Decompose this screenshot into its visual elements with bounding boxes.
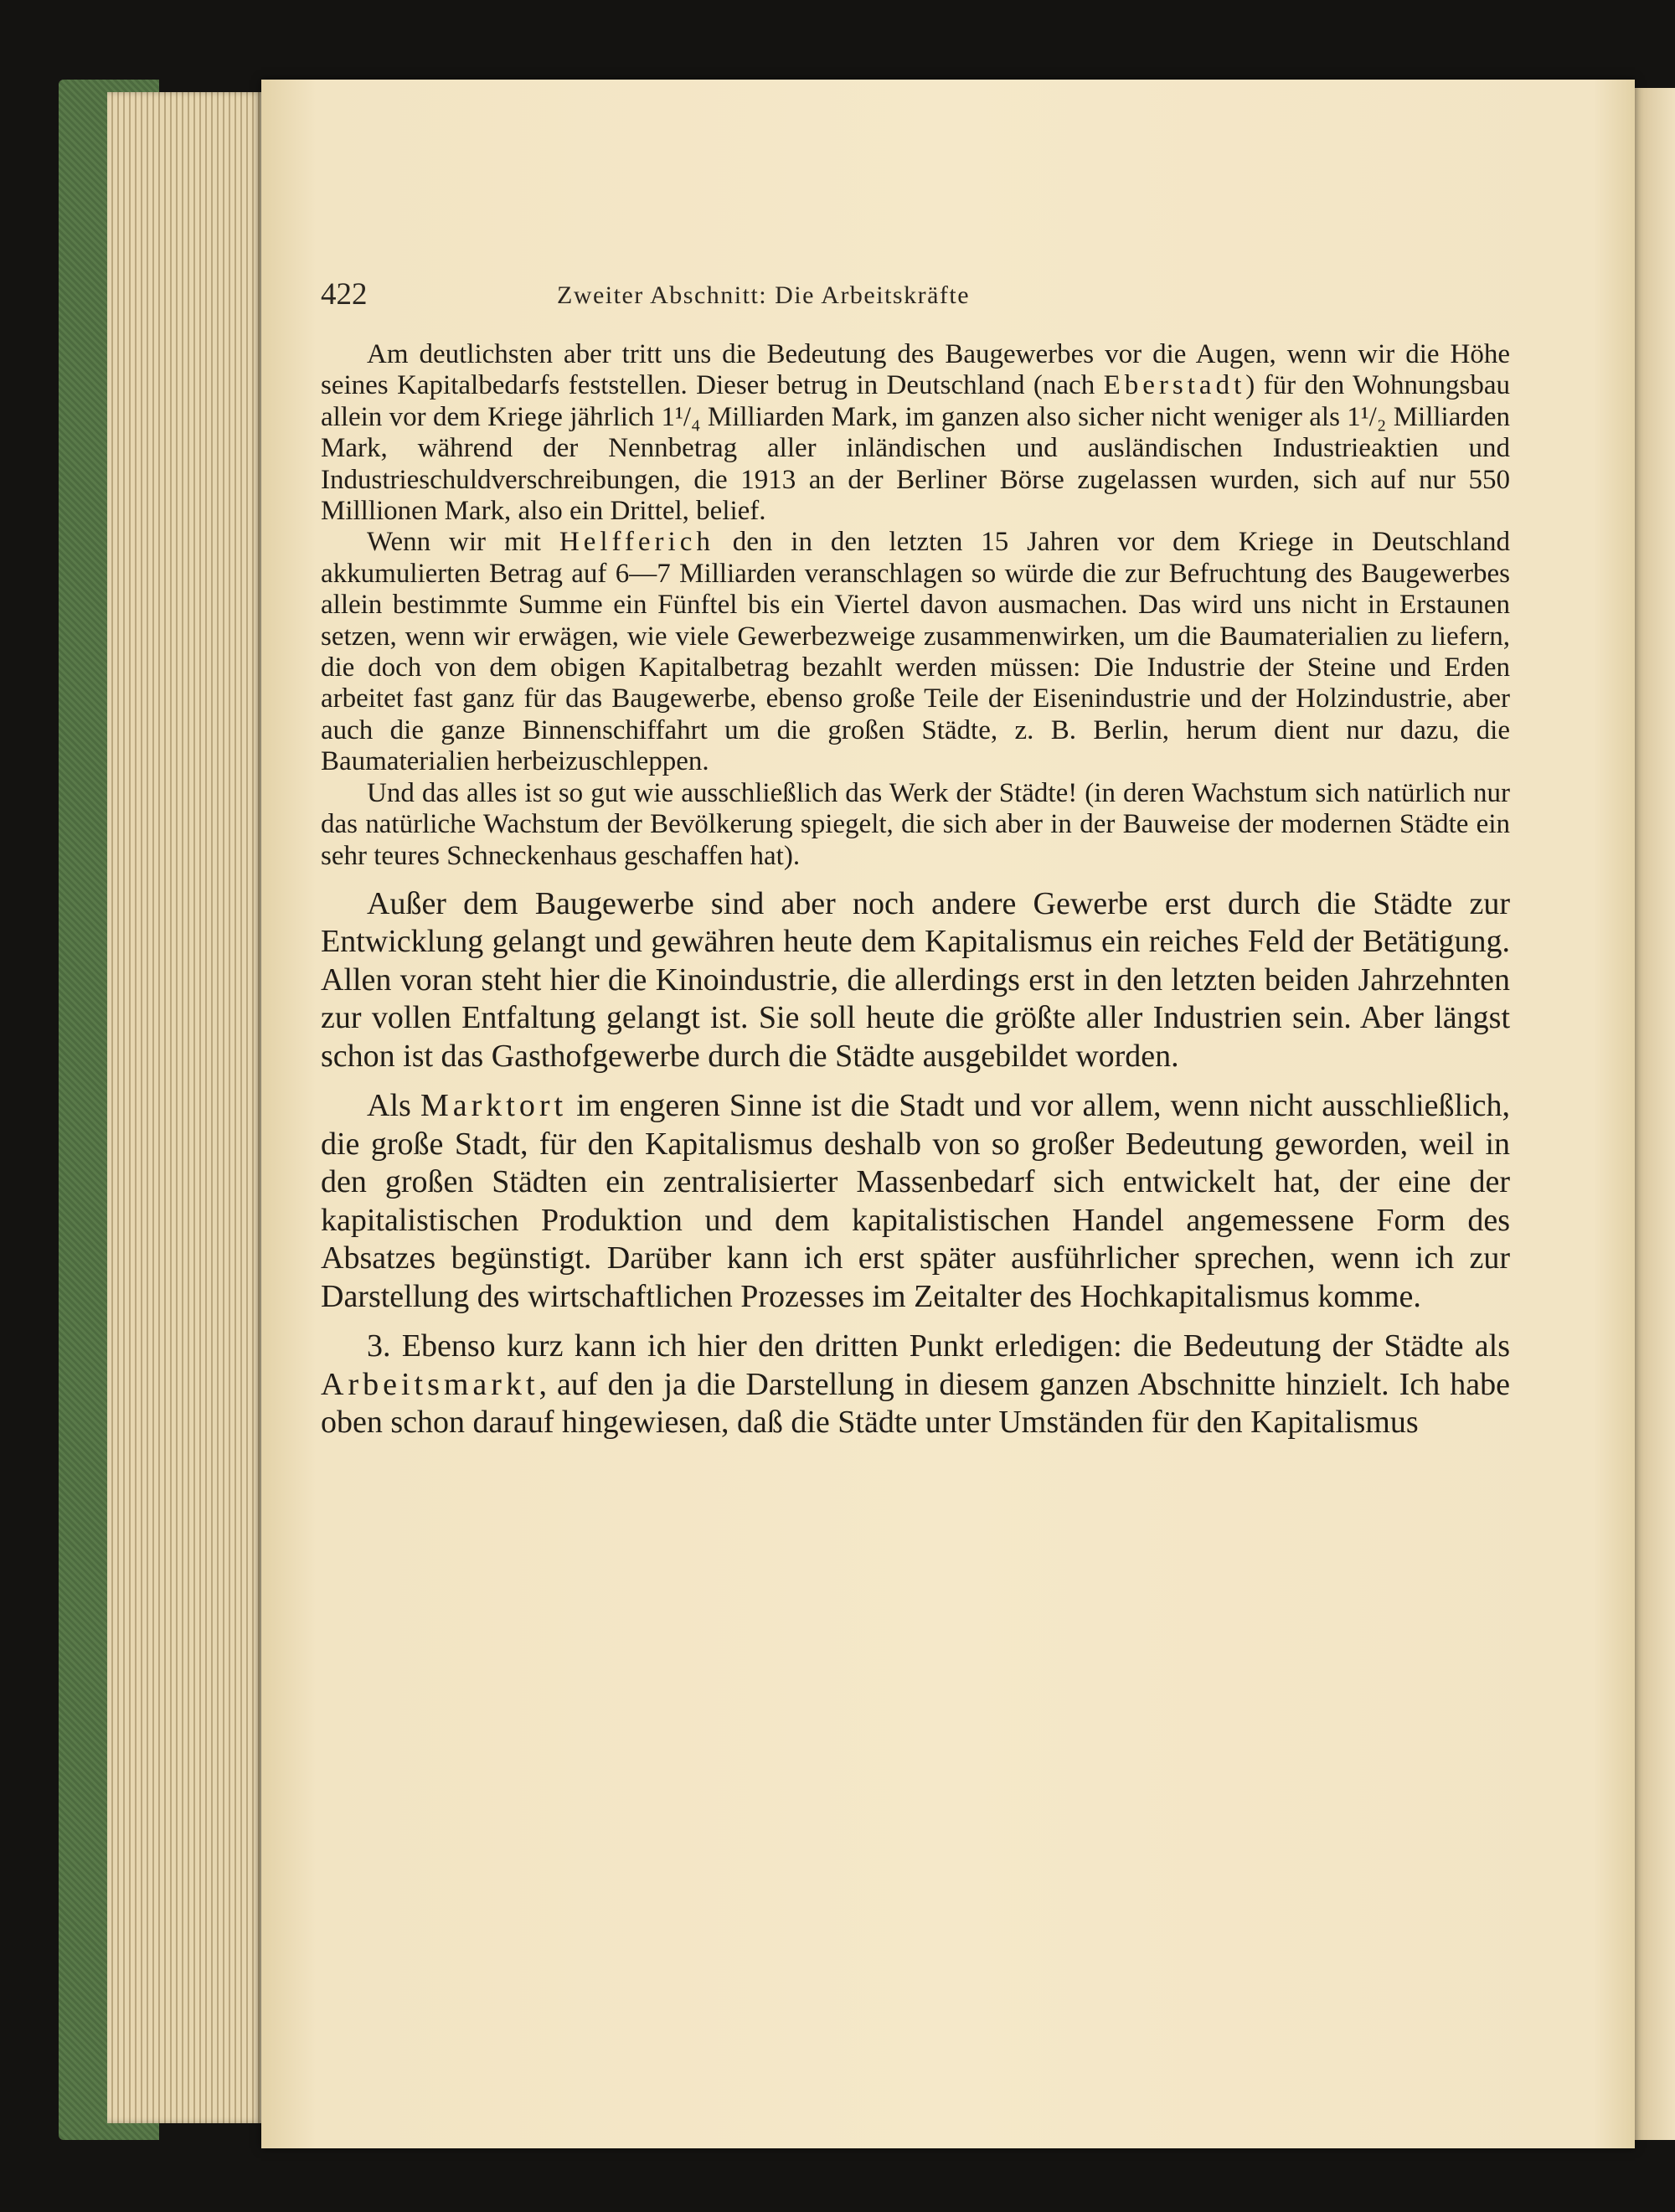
paragraph: Wenn wir mit Helfferich den in den letzten 15 Jahren vor dem Kriege in Deutschland akkumulierten Betrag auf 6—7 Milliarden veranschlagen so würde die zur Befruchtung des Baugewerbes allein bestimmte Summe ein Fünftel bis ein Viertel davon ausmachen. Das wird uns nicht in Erstaunen setzen, wenn wir erwägen, wie viele Gewerbezweige zusammenwirken, um die Baumaterialien zu liefern, die doch von dem obigen Kapitalbetrag bezahlt werden müssen: Die Industrie der Steine und Erden arbeitet fast ganz für das Baugewerbe, ebenso große Teile der Eisenindustrie und der Holzindustrie, aber auch die ganze Binnenschiffahrt um die großen Städte, z. B. Berlin, herum dient nur dazu, die Baumaterialien herbeizuschleppen. (321, 527, 1510, 777)
small-print-section (321, 339, 1510, 872)
paragraph: Außer dem Baugewerbe sind aber noch andere Gewerbe erst durch die Städte zur Entwicklung gelangt und gewähren heute dem Kapitalismus ein reiches Feld der Betätigung. Allen voran steht hier die Kinoindustrie, die allerdings erst in den letzten beiden Jahrzehnten zur vollen Entfaltung gelangt ist. Sie soll heute die größte aller Industrien sein. Aber längst schon ist das Gasthofgewerbe durch die Städte ausgebildet worden. (321, 885, 1510, 1074)
page-number: 422 (321, 277, 368, 312)
paragraph: 3. Ebenso kurz kann ich hier den dritten Punkt erledigen: die Bedeutung der Städte als Arbeitsmarkt, auf den ja die Darstellung in diesem ganzen Abschnitte hinzielt. Ich habe oben schon darauf hingewiesen, daß die Städte unter Umständen für den Kapitalismus (321, 1328, 1510, 1441)
page-edges (107, 92, 262, 2123)
author-name: Eberstadt (1103, 370, 1246, 401)
page-header (0, 276, 1675, 318)
main-print-section (321, 885, 1510, 1442)
running-head: Zweiter Abschnitt: Die Arbeitskräfte (557, 281, 971, 309)
emphasized-term: Marktort (420, 1088, 568, 1124)
page-body (321, 339, 1510, 1442)
emphasized-term: Arbeitsmarkt (321, 1366, 539, 1402)
facing-page-edge (1635, 88, 1675, 2140)
paragraph: Und das alles ist so gut wie ausschließlich das Werk der Städte! (in deren Wachstum sich natürlich nur das natürliche Wachstum der Bevölkerung spiegelt, die sich aber in der Bauweise der modernen Städte ein sehr teures Schneckenhaus geschaffen hat). (321, 777, 1510, 871)
paragraph: Am deutlichsten aber tritt uns die Bedeutung des Baugewerbes vor die Augen, wenn wir die Höhe seines Kapitalbedarfs feststellen. Dieser betrug in Deutschland (nach Eberstadt) für den Wohnungsbau allein vor dem Kriege jährlich 1¹/₄ Milliarden Mark, im ganzen also sicher nicht weniger als 1¹/₂ Milliarden Mark, während der Nennbetrag aller inländischen und ausländischen Industrieaktien und Industrieschuldverschreibungen, die 1913 an der Berliner Börse zugelassen wurden, sich auf nur 550 Milllionen Mark, also ein Drittel, belief. (321, 339, 1511, 527)
author-name: Helfferich (559, 527, 714, 558)
paragraph: Als Marktort im engeren Sinne ist die Stadt und vor allem, wenn nicht ausschließlich, die große Stadt, für den Kapitalismus deshalb von so großer Bedeutung geworden, weil in den großen Städten ein zentralisierter Massenbedarf sich entwickelt hat, der eine der kapitalistischen Produktion und dem kapitalistischen Handel angemessene Form des Absatzes begünstigt. Darüber kann ich erst später ausführlicher sprechen, wenn ich zur Darstellung des wirtschaftlichen Prozesses im Zeitalter des Hochkapitalismus komme. (321, 1088, 1511, 1314)
